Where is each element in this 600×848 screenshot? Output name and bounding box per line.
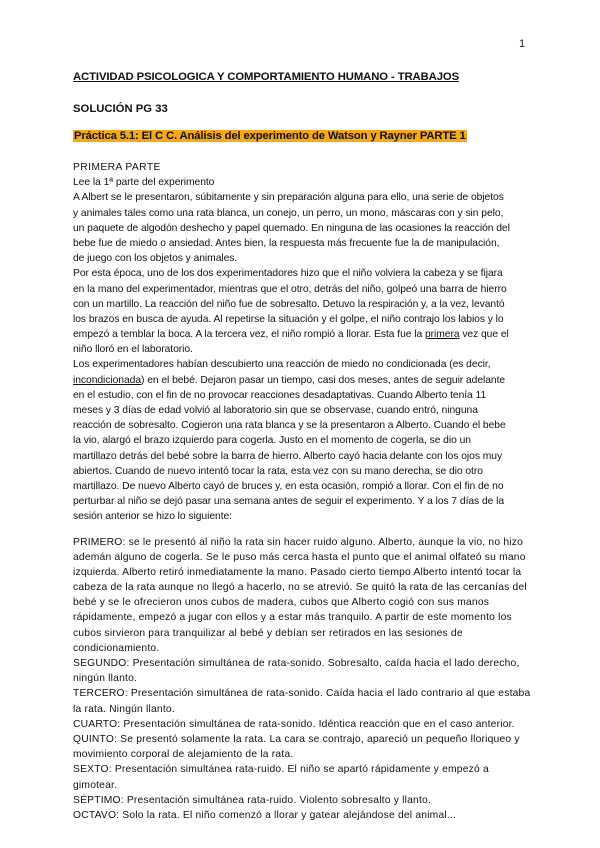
step-line: condicionamiento.: [73, 642, 160, 654]
paragraph-presentation: [73, 190, 533, 266]
step-line: izquierda. Alberto retiró inmediatamente la mano. Pasado cierto tiempo Alberto intentó tocar la: [73, 566, 522, 578]
step-line: SEGUNDO: Presentación simultánea de rata-sonido. Sobresalto, caída hacia el lado derecho,: [73, 658, 520, 669]
underlined-word: incondicionada: [73, 374, 141, 386]
paragraph-line: empezó a temblar la boca. A la tercera vez, el niño rompió a llorar. Esta fue la primera vez que el: [73, 329, 509, 341]
part-heading: PRIMERA PARTE: [73, 162, 161, 173]
underlined-word: primera: [424, 329, 460, 341]
step-block: [73, 732, 533, 762]
paragraph-line: abiertos. Cuando de nuevo intentó tocar la rata, esta vez con su mano derecha, se dio otro: [73, 465, 483, 477]
step-line: OCTAVO: Solo la rata. El niño comenzó a llorar y gatear alejándose del animal...: [73, 809, 457, 821]
paragraph-line: un paquete de algodón deshecho y papel quemado. En ninguna de las ocasiones la reacción del: [73, 222, 510, 234]
step-block: [73, 656, 533, 686]
paragraph-line: meses y 3 días de edad volvió al laboratorio sin que se observase, cuando entró, ninguna: [73, 405, 478, 416]
step-block: [73, 686, 533, 716]
paragraph-line: los brazos en busca de ayuda. Al repetirse la situación y el golpe, el niño contrajo los labios y lo: [73, 313, 504, 325]
step-block: [73, 535, 533, 657]
paragraph-line: martillazo. De nuevo Alberto cayó de bruces y, en esta ocasión, rompió a llorar. Con el fin de no: [73, 480, 504, 492]
step-line: cabeza de la rata aunque no llegó a hacerlo, no se atrevió. Se quitó la rata de las cercanías del: [73, 582, 527, 594]
paragraph-line: con un martillo. La reacción del niño fue de sobresalto. Detuvo la respiración y, a la vez, levantó: [73, 298, 505, 310]
paragraph-line: en la mano del experimentador, mientras que el otro, detrás del niño, golpeó una barra de hierro: [73, 283, 507, 295]
step-line: SÉPTIMO: Presentación simultánea rata-ruido. Violento sobresalto y llanto.: [73, 794, 432, 806]
paragraph-line: bebe fue de miedo o ansiedad. Antes bien, la respuesta más frecuente fue la de manipulación,: [73, 237, 500, 249]
paragraph-line: Los experimentadores habían descubierto una reacción de miedo no condicionada (es decir,: [73, 359, 491, 371]
step-line: TERCERO: Presentación simultánea de rata-sonido. Caída hacia el lado contrario al que estaba: [73, 688, 531, 700]
step-block: [73, 808, 533, 823]
step-line: la rata. Ningún llanto.: [73, 703, 175, 715]
step-line: SEXTO: Presentación simultánea rata-ruido. El niño se apartó rápidamente y empezó a: [73, 764, 489, 776]
paragraph-line: Por esta época, uno de los dos experimentadores hizo que el niño volviera la cabeza y se fijara: [73, 268, 503, 280]
paragraph-line: martillazo detrás del bebé sobre la barra de hierro. Alberto cayó hacia delante con los ojos muy: [73, 450, 503, 462]
step-block: [73, 762, 533, 792]
step-line: CUARTO: Presentación simultánea de rata-sonido. Idéntica reacción que en el caso anterior.: [73, 718, 515, 730]
step-line: ningún llanto.: [73, 673, 138, 685]
spacer: [73, 525, 533, 535]
paragraph-line: A Albert se le presentaron, súbitamente y sin preparación alguna para ello, una serie de objetos: [73, 192, 504, 204]
step-line: rápidamente, empezó a jugar con ellos y a estar más tranquilo. A partir de este momento los: [73, 612, 512, 624]
document-body: [73, 160, 533, 823]
paragraph-discovery: [73, 357, 533, 524]
paragraph-line: de juego con los objetos y animales.: [73, 253, 238, 265]
paragraph-line: la vio, alargó el brazo izquierdo para cogerla. Justo en el momento de cogerla, se dio un: [73, 435, 471, 447]
paragraph-line: incondicionada) en el bebé. Dejaron pasar un tiempo, casi dos meses, antes de seguir adelante: [73, 374, 506, 386]
course-title: ACTIVIDAD PSICOLOGICA Y COMPORTAMIENTO HUMANO - TRABAJOS: [73, 71, 460, 83]
step-line: bebé y se le ofrecieron unos cubos de madera, cubos que Alberto cogió con sus manos: [73, 597, 490, 609]
paragraph-line: perturbar al niño se dejó pasar una semana antes de seguir el experimento. Y a los 7 días de la: [73, 496, 505, 508]
part-instruction: Lee la 1ª parte del experimento: [73, 177, 215, 189]
session-steps: [73, 535, 533, 824]
step-block: [73, 793, 533, 808]
step-line: QUINTO: Se presentó solamente la rata. La cara se contrajo, apareció un pequeño lloriqueo y: [73, 733, 520, 745]
paragraph-line: sesión anterior se hizo lo siguiente:: [73, 511, 232, 523]
step-line: ademán alguno de cogerla. Se le puso más cerca hasta el punto que el animal olfateó su mano: [73, 551, 526, 563]
paragraph-line: y animales tales como una rata blanca, un conejo, un perro, un mono, máscaras con y sin pelo,: [73, 207, 504, 219]
page-number: 1: [519, 38, 526, 50]
paragraph-line: niño lloró en el laboratorio.: [73, 344, 193, 356]
paragraph-line: en el estudio, con el fin de no provocar reacciones desadaptativas. Cuando Alberto tenía 11: [73, 389, 487, 401]
step-line: PRIMERO: se le presentó al niño la rata sin hacer ruido alguno. Alberto, aunque la vio, no hizo: [73, 536, 524, 548]
paragraph-line: reacción de sobresalto. Cogieron una rata blanca y se la presentaron a Alberto. Cuando el bebe: [73, 420, 506, 432]
step-line: gimotear.: [73, 779, 118, 791]
step-block: [73, 717, 533, 732]
step-line: cubos sirvieron para tranquilizar al bebé y debían ser retirados en las sesiones de: [73, 627, 463, 639]
step-line: movimiento corporal de alejamiento de la rata.: [73, 749, 294, 761]
paragraph-conditioning: [73, 266, 533, 357]
solution-heading: SOLUCIÓN PG 33: [73, 103, 168, 115]
practice-title: Práctica 5.1: El C C. Análisis del experimento de Watson y Rayner PARTE 1: [74, 130, 466, 142]
